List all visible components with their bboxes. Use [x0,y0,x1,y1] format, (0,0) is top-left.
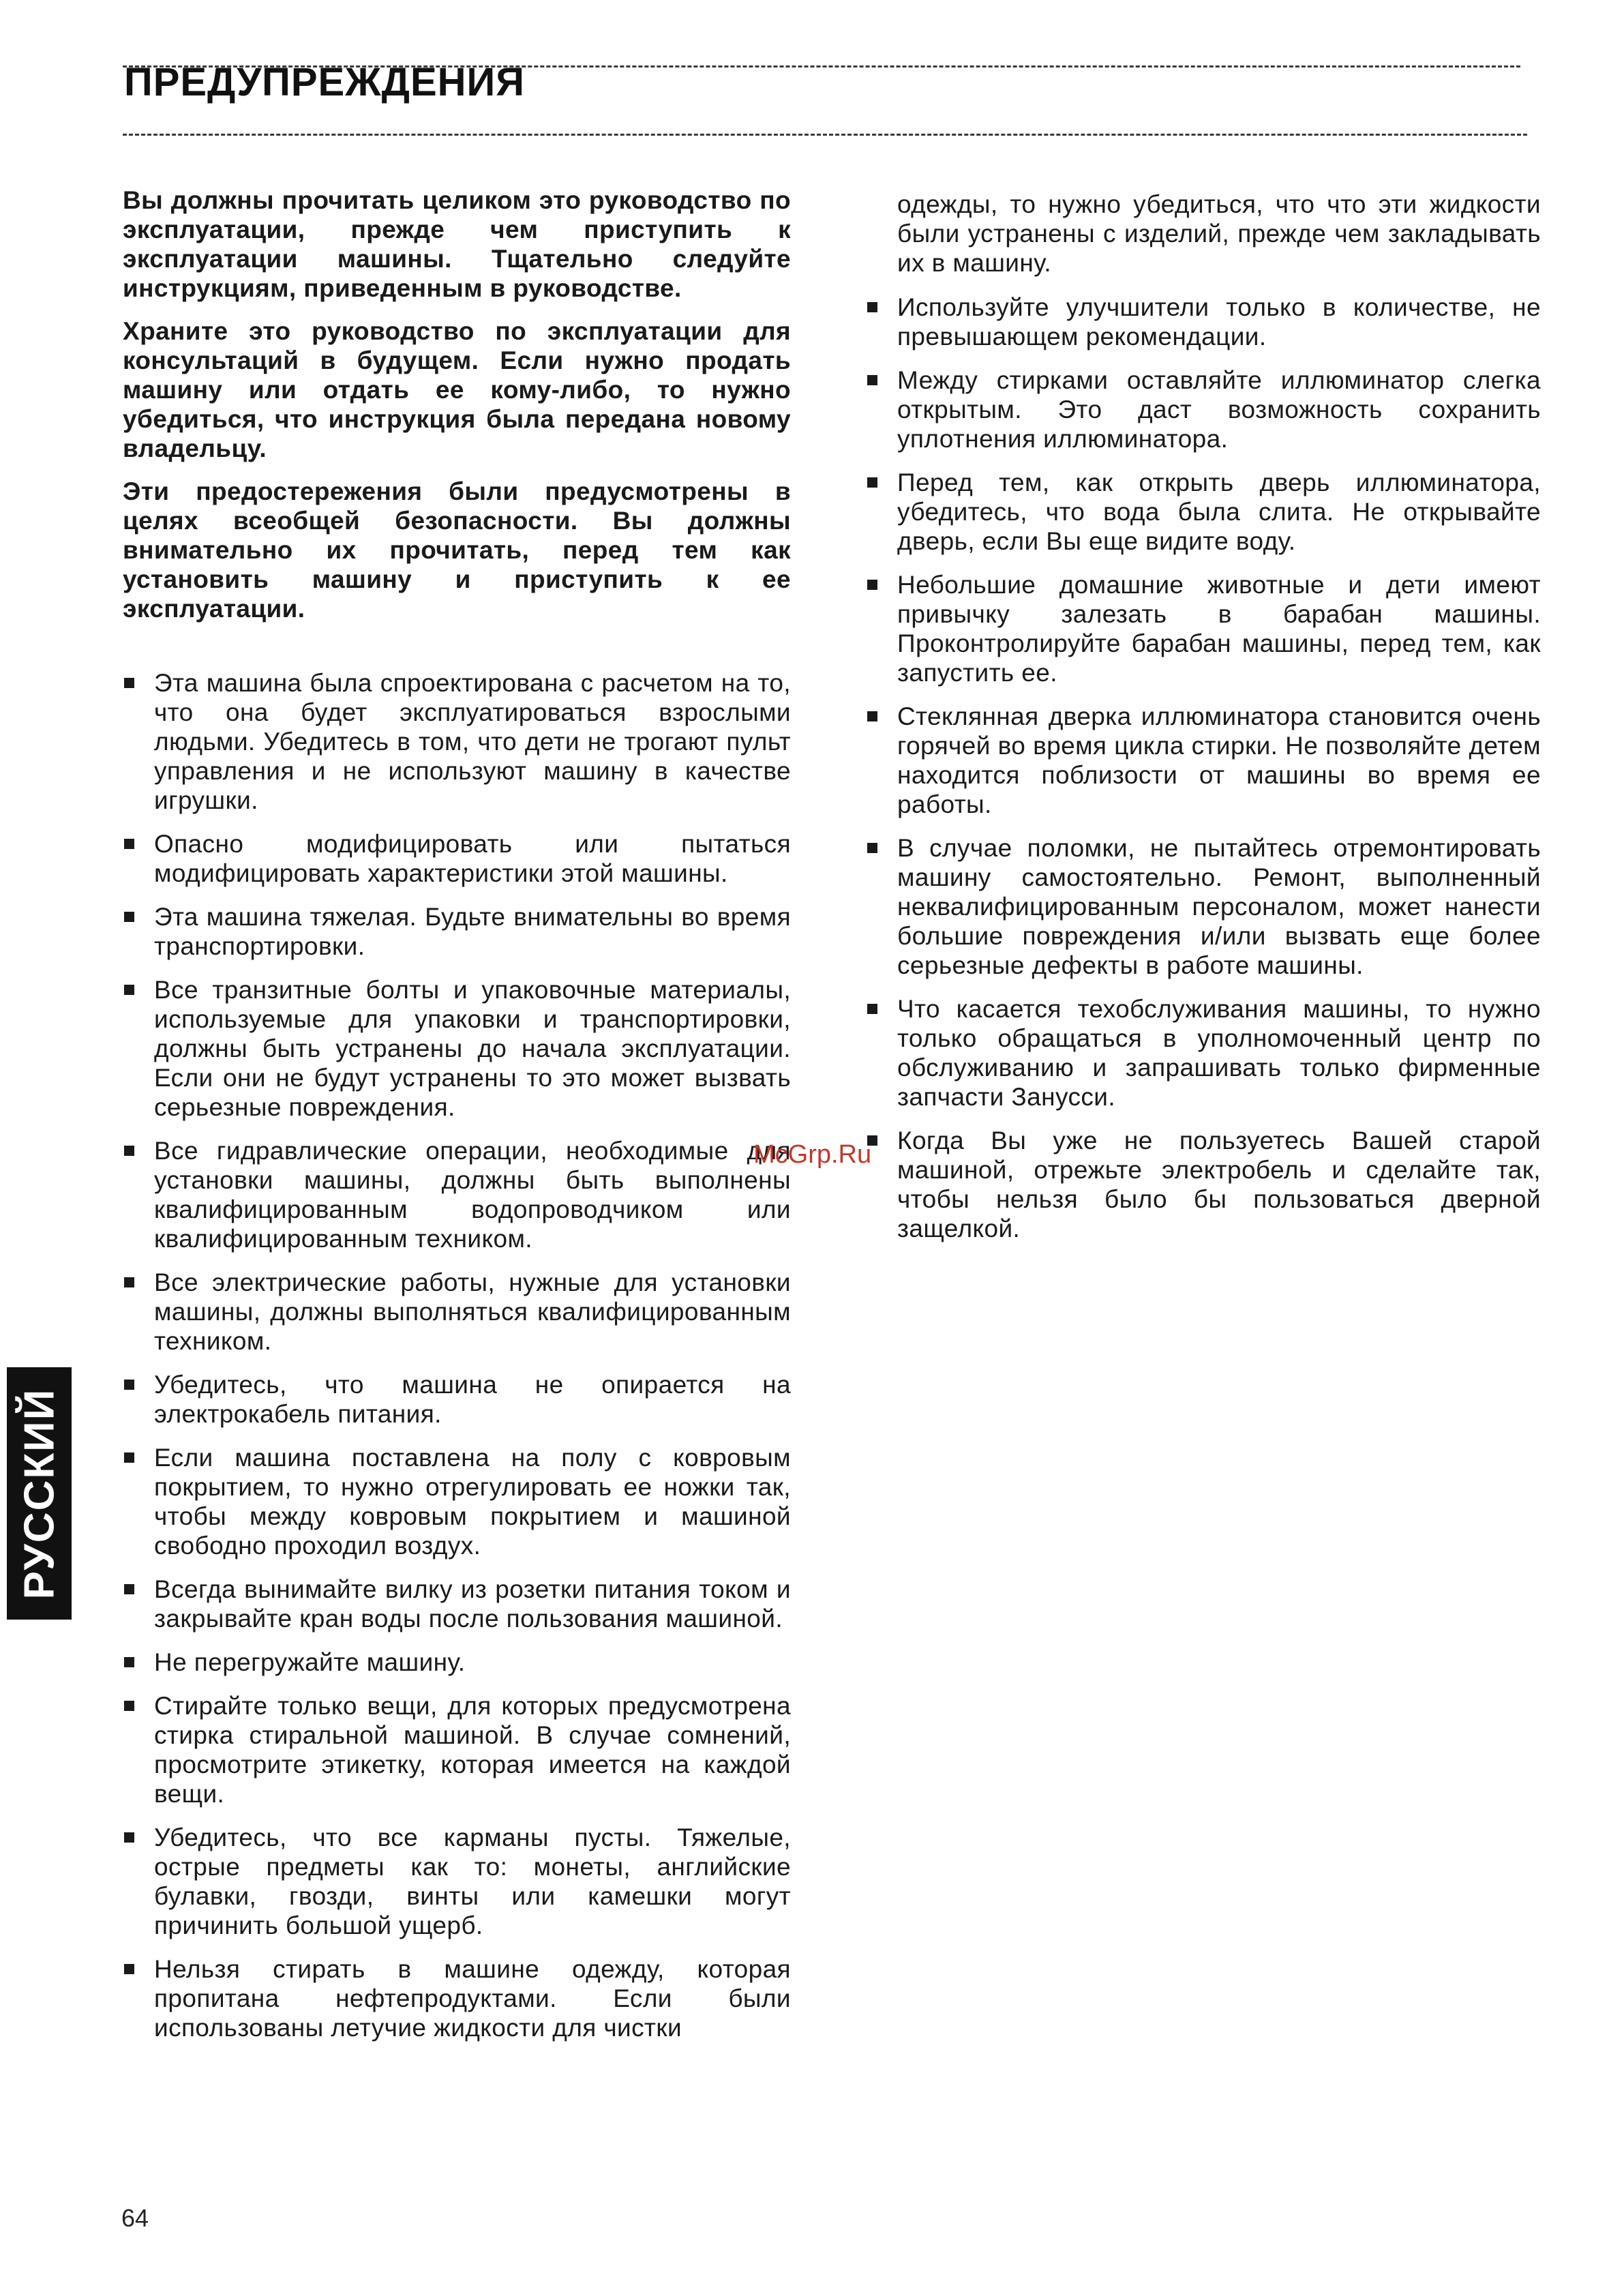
warning-item: Убедитесь, что все карманы пусты. Тяжелые, острые предметы как то: монеты, английские булавки, гвозди, винты или камешки могут причинить большой ущерб. [123,1823,791,1940]
warning-item: Всегда вынимайте вилку из розетки питания током и закрывайте кран воды после пользования машиной. [123,1575,791,1633]
bullet-square-icon [867,580,877,590]
bullet-square-icon [124,678,134,688]
language-tab-label: РУССКИЙ [16,1388,63,1599]
intro-paragraph-1: Вы должны прочитать целиком это руководство по эксплуатации, прежде чем приступить к эксплуатации машины. Тщательно следуйте инструкциям, приведенным в руководстве. [123,186,791,302]
warning-item: Стеклянная дверка иллюминатора становится очень горячей во время цикла стирки. Не позволяйте детем находится поблизости от машины во время ее работы. [866,702,1541,819]
bullet-square-icon [124,1584,134,1594]
warning-item: Если машина поставлена на полу с ковровым покрытием, то нужно отрегулировать ее ножки так, чтобы между ковровым покрытием и машиной свободно проходил воздух. [123,1443,791,1560]
bullet-square-icon [124,1701,134,1711]
bullet-square-icon [867,375,877,385]
warning-item: Нельзя стирать в машине одежду, которая пропитана нефтепродуктами. Если были использованы летучие жидкости для чистки [123,1954,791,2042]
warning-item: Перед тем, как открыть дверь иллюминатора, убедитесь, что вода была слита. Не открывайте дверь, если Вы еще видите воду. [866,468,1541,556]
bullet-square-icon [124,912,134,922]
warning-item: Эта машина тяжелая. Будьте внимательны во время транспортировки. [123,902,791,961]
warning-item: Между стирками оставляйте иллюминатор слегка открытым. Это даст возможность сохранить уплотнения иллюминатора. [866,366,1541,453]
right-column [866,190,1541,1257]
warning-item: Небольшие домашние животные и дети имеют привычку залезать в барабан машины. Проконтролируйте барабан машины, перед тем, как запустить ее. [866,570,1541,687]
bullet-square-icon [867,843,877,853]
page-title: ПРЕДУПРЕЖДЕНИЯ [124,60,525,104]
warning-item: Используйте улучшители только в количестве, не превышающем рекомендации. [866,293,1541,351]
left-warning-list [123,668,791,2042]
header-rule-bottom [123,134,1527,136]
warning-item: Когда Вы уже не пользуетесь Вашей старой машиной, отрежьте электробель и сделайте так, чтобы нельзя было бы пользоваться дверной защелкой. [866,1126,1541,1243]
bullet-square-icon [124,1146,134,1156]
warning-item: Опасно модифицировать или пытаться модифицировать характеристики этой машины. [123,829,791,888]
bullet-square-icon [867,302,877,312]
warning-item: Стирайте только вещи, для которых предусмотрена стирка стиральной машиной. В случае сомнений, просмотрите этикетку, которая имеется на каждой вещи. [123,1691,791,1808]
warning-item: Все электрические работы, нужные для установки машины, должны выполняться квалифицированным техником. [123,1268,791,1356]
warning-item: В случае поломки, не пытайтесь отремонтировать машину самостоятельно. Ремонт, выполненный неквалифицированным персоналом, может нанести большие повреждения и/или вызвать еще более серьезные дефекты в работе машины. [866,833,1541,980]
watermark: McGrp.Ru [753,1140,872,1169]
bullet-square-icon [124,985,134,995]
intro-paragraph-3: Эти предостережения были предусмотрены в целях всеобщей безопасности. Вы должны внимательно их прочитать, перед тем как установить машину и приступить к ее эксплуатации. [123,477,791,623]
bullet-square-icon [124,1832,134,1843]
bullet-square-icon [867,1004,877,1014]
bullet-square-icon [124,839,134,849]
warning-item: Все транзитные болты и упаковочные материалы, используемые для упаковки и транспортировки, должны быть устранены до начала эксплуатации. Если они не будут устранены то это может вызвать серьезные повреждения. [123,975,791,1122]
bullet-square-icon [124,1277,134,1287]
bullet-square-icon [124,1453,134,1463]
language-side-tab [7,1367,72,1620]
warning-item: Что касается техобслуживания машины, то нужно только обращаться в уполномоченный центр по обслуживанию и запрашивать только фирменные запчасти Занусси. [866,994,1541,1112]
bullet-square-icon [867,711,877,721]
bullet-square-icon [867,477,877,488]
continued-warning-text: одежды, то нужно убедиться, что что эти жидкости были устранены с изделий, прежде чем закладывать их в машину. [897,190,1541,277]
right-warning-list [866,293,1541,1243]
warning-item: Не перегружайте машину. [123,1648,791,1677]
warning-item: Все гидравлические операции, необходимые для установки машины, должны быть выполнены квалифицированным водопроводчиком или квалифицированным техником. [123,1136,791,1253]
bullet-square-icon [124,1964,134,1974]
warning-item: Эта машина была спроектирована с расчетом на то, что она будет эксплуатироваться взрослыми людьми. Убедитесь в том, что дети не трогают пульт управления и не используют машину в качестве игрушки. [123,668,791,815]
left-column [123,185,791,2057]
warning-item: Убедитесь, что машина не опирается на электрокабель питания. [123,1370,791,1429]
intro-paragraph-2: Храните это руководство по эксплуатации для консультаций в будущем. Если нужно продать машину или отдать ее кому-либо, то нужно убедиться, что инструкция была передана новому владельцу. [123,317,791,462]
bullet-square-icon [124,1380,134,1390]
page-number: 64 [121,2204,149,2232]
bullet-square-icon [124,1657,134,1667]
